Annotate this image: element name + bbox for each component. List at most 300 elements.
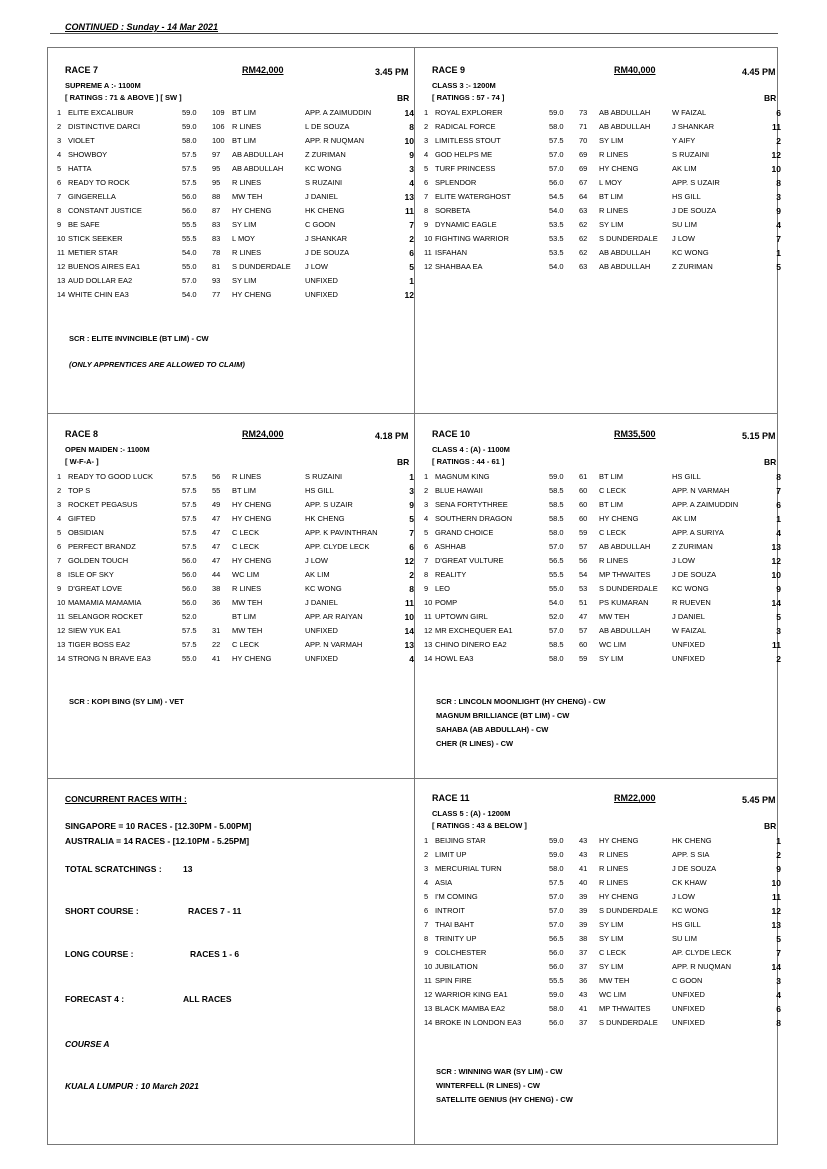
trainer-name: R LINES xyxy=(599,556,629,565)
jockey-name: UNFIXED xyxy=(305,276,338,285)
runner-number: 11 xyxy=(57,248,65,257)
horse-rating: 49 xyxy=(212,500,221,509)
barrier-draw: 10 xyxy=(404,612,414,622)
runner-row xyxy=(52,260,415,274)
trainer-name: HY CHENG xyxy=(232,654,272,663)
race-time: 4.45 PM xyxy=(742,67,776,77)
race-title: RACE 7 xyxy=(65,65,99,75)
page-header: CONTINUED : Sunday - 14 Mar 2021 xyxy=(65,22,219,32)
horse-rating: 77 xyxy=(212,290,221,299)
barrier-draw: 12 xyxy=(771,906,781,916)
runner-number: 3 xyxy=(424,864,429,873)
jockey-name: HS GILL xyxy=(672,472,701,481)
horse-rating: 67 xyxy=(579,178,588,187)
runner-row xyxy=(419,190,782,204)
horse-rating: 97 xyxy=(212,150,221,159)
horse-name: ISLE OF SKY xyxy=(68,570,114,579)
trainer-name: AB ABDULLAH xyxy=(232,164,284,173)
runner-row xyxy=(419,106,782,120)
trainer-name: BT LIM xyxy=(599,500,624,509)
race-rating: [ RATINGS : 57 - 74 ] xyxy=(432,93,505,102)
horse-name: TOP S xyxy=(68,486,91,495)
barrier-draw: 9 xyxy=(776,584,781,594)
header-rule xyxy=(50,33,778,34)
runner-number: 11 xyxy=(424,976,432,985)
barrier-draw: 13 xyxy=(771,920,781,930)
jockey-name: UNFIXED xyxy=(672,1018,705,1027)
runner-number: 11 xyxy=(424,248,432,257)
runner-number: 10 xyxy=(57,234,66,243)
runner-number: 12 xyxy=(424,626,433,635)
jockey-name: J LOW xyxy=(305,262,328,271)
horse-weight: 56.5 xyxy=(549,934,564,943)
horse-weight: 56.0 xyxy=(182,556,197,565)
horse-weight: 58.5 xyxy=(549,486,564,495)
runner-number: 9 xyxy=(424,220,429,229)
horse-name: I'M COMING xyxy=(435,892,478,901)
runner-number: 8 xyxy=(424,570,429,579)
horse-weight: 58.0 xyxy=(549,122,564,131)
horse-name: CONSTANT JUSTICE xyxy=(68,206,142,215)
runner-number: 2 xyxy=(57,122,62,131)
horse-name: ELITE EXCALIBUR xyxy=(68,108,134,117)
runner-row xyxy=(52,512,415,526)
runner-number: 3 xyxy=(424,136,429,145)
jockey-name: L DE SOUZA xyxy=(305,122,350,131)
barrier-draw: 2 xyxy=(776,136,781,146)
horse-name: COLCHESTER xyxy=(435,948,487,957)
jockey-name: J LOW xyxy=(305,556,328,565)
scratchings-label: TOTAL SCRATCHINGS : xyxy=(65,864,162,874)
horse-weight: 56.0 xyxy=(182,598,197,607)
horse-name: ISFAHAN xyxy=(435,248,468,257)
horse-name: THAI BAHT xyxy=(435,920,475,929)
horse-name: BLUE HAWAII xyxy=(435,486,483,495)
jockey-name: J LOW xyxy=(672,892,695,901)
horse-name: ROYAL EXPLORER xyxy=(435,108,503,117)
runner-number: 11 xyxy=(424,612,432,621)
runner-number: 5 xyxy=(424,528,429,537)
horse-weight: 57.5 xyxy=(182,150,197,159)
trainer-name: R LINES xyxy=(232,248,262,257)
barrier-draw: 14 xyxy=(404,108,414,118)
runner-number: 2 xyxy=(424,122,429,131)
barrier-draw: 10 xyxy=(771,570,781,580)
horse-name: MAGNUM KING xyxy=(435,472,490,481)
horse-weight: 59.0 xyxy=(549,472,564,481)
runner-list xyxy=(419,470,782,666)
horse-rating: 47 xyxy=(212,514,221,523)
trainer-name: L MOY xyxy=(232,234,256,243)
horse-weight: 59.0 xyxy=(549,850,564,859)
barrier-draw: 1 xyxy=(776,514,781,524)
barrier-draw: 1 xyxy=(409,276,414,286)
barrier-draw: 11 xyxy=(772,640,781,650)
horse-rating: 78 xyxy=(212,248,221,257)
runner-row xyxy=(419,610,782,624)
runner-number: 7 xyxy=(424,920,429,929)
horse-rating: 47 xyxy=(212,528,221,537)
jockey-name: SU LIM xyxy=(672,934,698,943)
horse-weight: 57.0 xyxy=(549,906,564,915)
runner-row xyxy=(419,120,782,134)
runner-number: 12 xyxy=(424,262,433,271)
race-class: CLASS 3 :- 1200M xyxy=(432,81,496,90)
runner-row xyxy=(419,988,782,1002)
trainer-name: SY LIM xyxy=(599,136,624,145)
barrier-draw: 4 xyxy=(409,178,414,188)
runner-row xyxy=(52,134,415,148)
horse-weight: 57.5 xyxy=(182,178,197,187)
barrier-draw: 14 xyxy=(771,962,781,972)
runner-number: 7 xyxy=(57,556,62,565)
horse-weight: 57.5 xyxy=(182,514,197,523)
runner-row xyxy=(52,652,415,666)
race-prize: RM24,000 xyxy=(242,429,284,439)
runner-number: 14 xyxy=(424,654,433,663)
jockey-name: APP. A ZAIMUDDIN xyxy=(305,108,372,117)
runner-row xyxy=(52,484,415,498)
trainer-name: C LECK xyxy=(599,528,627,537)
runner-number: 1 xyxy=(424,836,429,845)
runner-row xyxy=(419,260,782,274)
horse-name: CHINO DINERO EA2 xyxy=(435,640,507,649)
horse-rating: 60 xyxy=(579,514,588,523)
horse-name: TIGER BOSS EA2 xyxy=(68,640,131,649)
trainer-name: AB ABDULLAH xyxy=(599,108,651,117)
jockey-name: HS GILL xyxy=(672,192,701,201)
barrier-draw: 10 xyxy=(771,164,781,174)
trainer-name: MW TEH xyxy=(599,976,630,985)
runner-number: 4 xyxy=(424,150,429,159)
horse-rating: 60 xyxy=(579,640,588,649)
horse-weight: 55.0 xyxy=(182,262,197,271)
runner-number: 6 xyxy=(424,542,429,551)
jockey-name: J DE SOUZA xyxy=(672,570,717,579)
horse-rating: 109 xyxy=(212,108,225,117)
runner-row xyxy=(419,148,782,162)
horse-rating: 60 xyxy=(579,500,588,509)
runner-row xyxy=(52,176,415,190)
horse-name: SHOWBOY xyxy=(68,150,108,159)
runner-row xyxy=(52,120,415,134)
barrier-draw: 1 xyxy=(776,836,781,846)
barrier-draw: 8 xyxy=(776,178,781,188)
barrier-draw: 2 xyxy=(409,234,414,244)
race-class: OPEN MAIDEN :- 1100M xyxy=(65,445,150,454)
jockey-name: CK KHAW xyxy=(672,878,707,887)
horse-weight: 56.0 xyxy=(549,948,564,957)
trainer-name: C LECK xyxy=(599,948,627,957)
singapore-line: SINGAPORE = 10 RACES - [12.30PM - 5.00PM] xyxy=(65,821,252,831)
barrier-draw: 9 xyxy=(409,150,414,160)
runner-row xyxy=(419,932,782,946)
horse-weight: 59.0 xyxy=(549,836,564,845)
forecast-label: FORECAST 4 : xyxy=(65,994,125,1004)
horse-rating: 59 xyxy=(579,528,588,537)
runner-row xyxy=(52,162,415,176)
barrier-draw: 7 xyxy=(409,220,414,230)
runner-row xyxy=(419,526,782,540)
barrier-draw: 6 xyxy=(776,1004,781,1014)
runner-row xyxy=(419,232,782,246)
horse-rating: 36 xyxy=(212,598,221,607)
horse-weight: 54.0 xyxy=(182,248,197,257)
jockey-name: J SHANKAR xyxy=(305,234,348,243)
trainer-name: HY CHENG xyxy=(232,290,272,299)
scratching-line: SAHABA (AB ABDULLAH) - CW xyxy=(436,725,549,734)
horse-weight: 56.0 xyxy=(182,192,197,201)
runner-number: 5 xyxy=(424,164,429,173)
scratchings-notes xyxy=(436,695,605,751)
horse-weight: 55.5 xyxy=(182,220,197,229)
horse-weight: 58.0 xyxy=(549,1004,564,1013)
horse-weight: 53.5 xyxy=(549,234,564,243)
trainer-name: HY CHENG xyxy=(232,206,272,215)
trainer-name: WC LIM xyxy=(232,570,260,579)
barrier-draw: 3 xyxy=(409,486,414,496)
jockey-name: APP. N VARMAH xyxy=(305,640,363,649)
scratching-line: MAGNUM BRILLIANCE (BT LIM) - CW xyxy=(436,711,570,720)
scratching-line: SCR : ELITE INVINCIBLE (BT LIM) - CW xyxy=(69,334,209,343)
trainer-name: PS KUMARAN xyxy=(599,598,649,607)
barrier-draw: 5 xyxy=(409,514,414,524)
trainer-name: AB ABDULLAH xyxy=(599,122,651,131)
horse-weight: 57.0 xyxy=(182,276,197,285)
horse-weight: 59.0 xyxy=(182,122,197,131)
runner-row xyxy=(52,554,415,568)
runner-row xyxy=(419,834,782,848)
scratchings-notes xyxy=(69,695,184,709)
barrier-draw: 4 xyxy=(776,990,781,1000)
trainer-name: HY CHENG xyxy=(599,892,639,901)
jockey-name: AP. CLYDE LECK xyxy=(672,948,732,957)
runner-row xyxy=(419,638,782,652)
jockey-name: HK CHENG xyxy=(305,206,345,215)
jockey-name: AK LIM xyxy=(672,514,697,523)
runner-row xyxy=(419,134,782,148)
trainer-name: WC LIM xyxy=(599,990,627,999)
trainer-name: R LINES xyxy=(232,178,262,187)
trainer-name: HY CHENG xyxy=(232,500,272,509)
horse-rating: 83 xyxy=(212,234,221,243)
horse-weight: 58.5 xyxy=(549,514,564,523)
horse-weight: 56.0 xyxy=(549,1018,564,1027)
runner-list xyxy=(52,470,415,666)
horse-name: SHAHBAA EA xyxy=(435,262,483,271)
runner-number: 6 xyxy=(424,906,429,915)
horse-name: STRONG N BRAVE EA3 xyxy=(68,654,151,663)
forecast-value: ALL RACES xyxy=(183,994,232,1004)
runner-row xyxy=(419,974,782,988)
trainer-name: HY CHENG xyxy=(599,164,639,173)
trainer-name: S DUNDERDALE xyxy=(599,1018,658,1027)
horse-rating: 57 xyxy=(579,626,588,635)
scratchings-notes xyxy=(436,1065,573,1107)
trainer-name: BT LIM xyxy=(599,472,624,481)
jockey-name: J DANIEL xyxy=(672,612,705,621)
barrier-draw: 13 xyxy=(404,640,414,650)
scratchings-value: 13 xyxy=(183,864,193,874)
horse-name: PERFECT BRANDZ xyxy=(68,542,136,551)
runner-row xyxy=(52,288,415,302)
runner-number: 5 xyxy=(57,164,62,173)
horse-name: POMP xyxy=(435,598,458,607)
trainer-name: SY LIM xyxy=(599,920,624,929)
trainer-name: AB ABDULLAH xyxy=(599,542,651,551)
race-time: 5.45 PM xyxy=(742,795,776,805)
concurrent-title: CONCURRENT RACES WITH : xyxy=(65,794,187,804)
horse-name: BE SAFE xyxy=(68,220,100,229)
horse-rating: 56 xyxy=(579,556,588,565)
runner-row xyxy=(419,652,782,666)
barrier-draw: 2 xyxy=(776,654,781,664)
horse-rating: 38 xyxy=(579,934,588,943)
trainer-name: HY CHENG xyxy=(599,836,639,845)
barrier-draw: 14 xyxy=(771,598,781,608)
runner-row xyxy=(52,246,415,260)
barrier-draw: 6 xyxy=(776,108,781,118)
runner-number: 7 xyxy=(57,192,62,201)
runner-number: 2 xyxy=(424,850,429,859)
horse-name: GINGERELLA xyxy=(68,192,116,201)
horse-rating: 41 xyxy=(579,864,588,873)
barrier-draw: 5 xyxy=(776,262,781,272)
horse-weight: 59.0 xyxy=(182,108,197,117)
barrier-draw: 2 xyxy=(409,570,414,580)
horse-name: WARRIOR KING EA1 xyxy=(435,990,508,999)
barrier-header: BR xyxy=(764,821,777,831)
horse-name: MR EXCHEQUER EA1 xyxy=(435,626,513,635)
race-class: CLASS 5 : (A) - 1200M xyxy=(432,809,511,818)
runner-row xyxy=(419,848,782,862)
runner-number: 14 xyxy=(57,290,66,299)
barrier-draw: 13 xyxy=(771,542,781,552)
race-time: 5.15 PM xyxy=(742,431,776,441)
trainer-name: R LINES xyxy=(599,878,629,887)
runner-number: 12 xyxy=(424,990,433,999)
horse-name: METIER STAR xyxy=(68,248,118,257)
horse-name: D'GREAT LOVE xyxy=(68,584,123,593)
race-prize: RM35,500 xyxy=(614,429,656,439)
runner-row xyxy=(52,582,415,596)
claim-note: (ONLY APPRENTICES ARE ALLOWED TO CLAIM) xyxy=(69,360,245,369)
horse-weight: 55.5 xyxy=(182,234,197,243)
horse-rating: 83 xyxy=(212,220,221,229)
race-title: RACE 11 xyxy=(432,793,470,803)
runner-list xyxy=(419,834,782,1030)
barrier-draw: 2 xyxy=(776,850,781,860)
runner-row xyxy=(52,274,415,288)
trainer-name: SY LIM xyxy=(599,220,624,229)
runner-number: 6 xyxy=(57,178,62,187)
horse-name: GIFTED xyxy=(68,514,96,523)
barrier-header: BR xyxy=(764,457,777,467)
runner-number: 14 xyxy=(424,1018,433,1027)
trainer-name: BT LIM xyxy=(232,136,257,145)
runner-row xyxy=(419,890,782,904)
barrier-draw: 9 xyxy=(409,500,414,510)
runner-row xyxy=(419,540,782,554)
runner-row xyxy=(419,162,782,176)
trainer-name: S DUNDERDALE xyxy=(599,584,658,593)
runner-number: 6 xyxy=(424,178,429,187)
barrier-header: BR xyxy=(397,457,410,467)
horse-weight: 56.0 xyxy=(549,962,564,971)
horse-name: OBSIDIAN xyxy=(68,528,104,537)
trainer-name: BT LIM xyxy=(232,486,257,495)
horse-weight: 55.0 xyxy=(549,584,564,593)
trainer-name: MW TEH xyxy=(232,192,263,201)
horse-rating: 39 xyxy=(579,906,588,915)
runner-row xyxy=(419,582,782,596)
horse-rating: 61 xyxy=(579,472,588,481)
trainer-name: SY LIM xyxy=(232,220,257,229)
jockey-name: J LOW xyxy=(672,556,695,565)
jockey-name: HK CHENG xyxy=(672,836,712,845)
short-course-label: SHORT COURSE : xyxy=(65,906,139,916)
horse-weight: 56.5 xyxy=(549,556,564,565)
horse-name: MERCURIAL TURN xyxy=(435,864,502,873)
barrier-draw: 13 xyxy=(404,192,414,202)
horse-name: SENA FORTYTHREE xyxy=(435,500,508,509)
jockey-name: SU LIM xyxy=(672,220,698,229)
horse-rating: 43 xyxy=(579,990,588,999)
trainer-name: L MOY xyxy=(599,178,623,187)
runner-number: 6 xyxy=(57,542,62,551)
runner-row xyxy=(419,554,782,568)
horse-name: RADICAL FORCE xyxy=(435,122,496,131)
trainer-name: MW TEH xyxy=(232,598,263,607)
jockey-name: J LOW xyxy=(672,234,695,243)
race-class: SUPREME A :- 1100M xyxy=(65,81,141,90)
horse-weight: 57.5 xyxy=(182,164,197,173)
runner-row xyxy=(52,106,415,120)
runner-number: 8 xyxy=(424,934,429,943)
runner-number: 4 xyxy=(424,514,429,523)
horse-rating: 39 xyxy=(579,892,588,901)
runner-row xyxy=(419,218,782,232)
runner-row xyxy=(52,190,415,204)
horse-weight: 53.5 xyxy=(549,220,564,229)
horse-weight: 58.5 xyxy=(549,640,564,649)
jockey-name: Z ZURIMAN xyxy=(672,542,713,551)
horse-rating: 56 xyxy=(212,472,221,481)
trainer-name: BT LIM xyxy=(232,108,257,117)
trainer-name: AB ABDULLAH xyxy=(599,262,651,271)
trainer-name: C LECK xyxy=(232,640,260,649)
runner-number: 12 xyxy=(57,262,66,271)
horse-name: BUENOS AIRES EA1 xyxy=(68,262,141,271)
horse-name: INTROIT xyxy=(435,906,465,915)
horse-name: SIEW YUK EA1 xyxy=(68,626,121,635)
horse-name: BLACK MAMBA EA2 xyxy=(435,1004,506,1013)
race-title: RACE 9 xyxy=(432,65,466,75)
horse-weight: 52.0 xyxy=(182,612,197,621)
runner-number: 5 xyxy=(424,892,429,901)
race-prize: RM42,000 xyxy=(242,65,284,75)
jockey-name: UNFIXED xyxy=(672,654,705,663)
horse-weight: 52.0 xyxy=(549,612,564,621)
horse-name: WHITE CHIN EA3 xyxy=(68,290,129,299)
horse-weight: 57.5 xyxy=(182,486,197,495)
runner-number: 1 xyxy=(57,472,62,481)
horse-rating: 37 xyxy=(579,948,588,957)
trainer-name: SY LIM xyxy=(599,962,624,971)
horse-name: ASIA xyxy=(435,878,453,887)
jockey-name: Y AIFY xyxy=(672,136,696,145)
barrier-draw: 7 xyxy=(776,486,781,496)
